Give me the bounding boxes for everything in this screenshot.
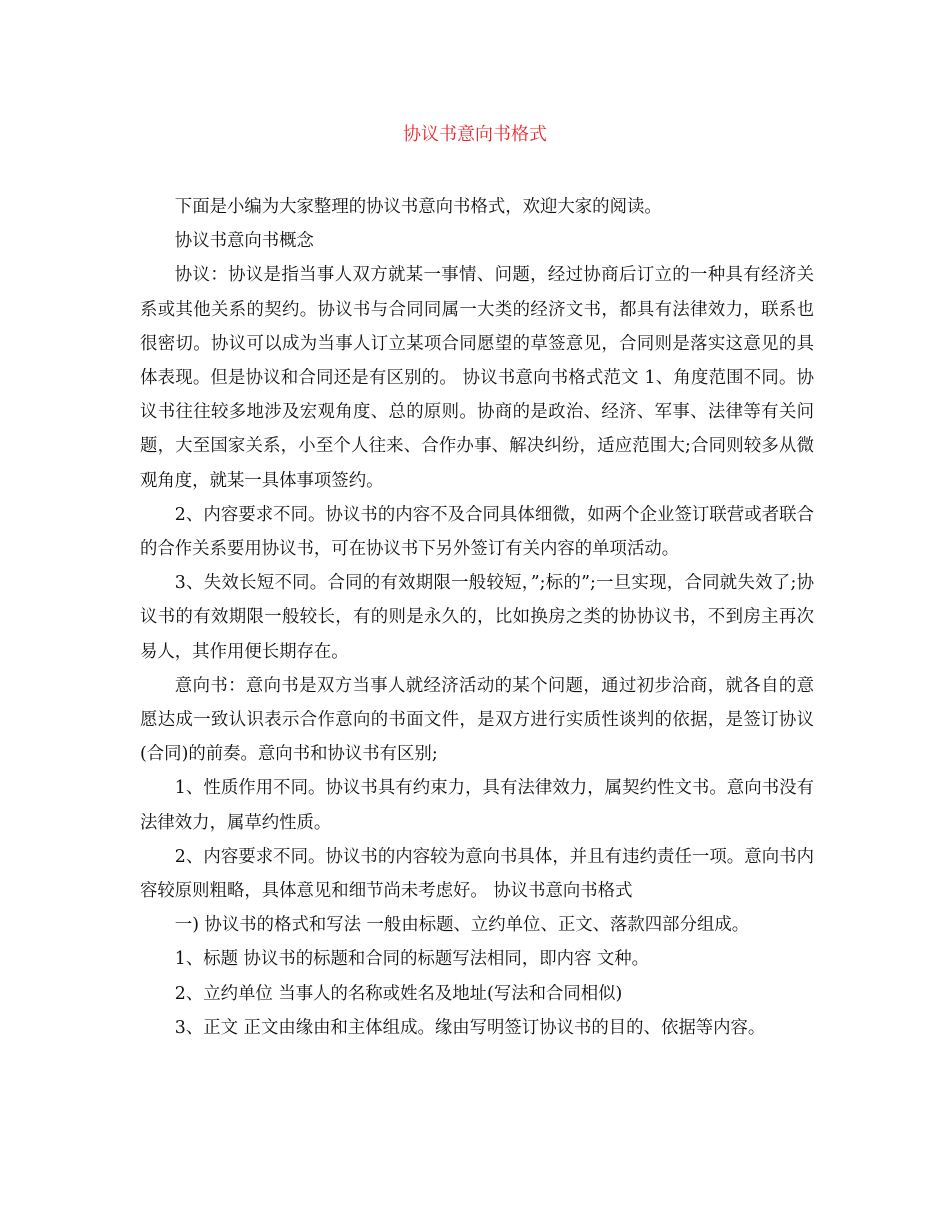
- paragraph-agreement-definition: 协议：协议是指当事人双方就某一事情、问题，经过协商后订立的一种具有经济关系或其他关系的契约。协议书与合同同属一大类的经济文书，都具有法律效力，联系也很密切。协议可以成为当事人订立某项合同愿望的草签意见，合同则是落实这意见的具体表现。但是协议和合同还是有区别的。 协议书意向书格式范文 1、角度范围不同。协议书往往较多地涉及宏观角度、总的原则。协商的是政治、经济、军事、法律等有关问题，大至国家关系，小至个人往来、合作办事、解决纠纷，适应范围大;合同则较多从微观角度，就某一具体事项签约。: [140, 265, 814, 491]
- paragraph-nature-function: 1、性质作用不同。协议书具有约束力，具有法律效力，属契约性文书。意向书没有法律效力，属草约性质。: [140, 778, 814, 833]
- paragraph-validity-period: 3、失效长短不同。合同的有效期限一般较短，”;标的”;一旦实现，合同就失效了;协议书的有效期限一般较长，有的则是永久的，比如换房之类的协协议书，不到房主再次易人，其作用便长期存在。: [140, 573, 814, 662]
- document-body: [140, 190, 814, 1045]
- paragraph-title-section: 1、标题 协议书的标题和合同的标题写法相同，即内容 文种。: [174, 949, 650, 970]
- paragraph-parties-section: 2、立约单位 当事人的名称或姓名及地址(写法和合同相似): [174, 983, 623, 1004]
- paragraph-content-requirement: 2、内容要求不同。协议书的内容不及合同具体细微，如两个企业签订联营或者联合的合作关系要用协议书，可在协议书下另外签订有关内容的单项活动。: [140, 504, 814, 560]
- document-title: 协议书意向书格式: [403, 124, 547, 145]
- paragraph-intro: 下面是小编为大家整理的协议书意向书格式，欢迎大家的阅读。: [174, 197, 662, 217]
- paragraph-concept-heading: 协议书意向书概念: [174, 231, 314, 252]
- paragraph-letter-of-intent-definition: 意向书：意向书是双方当事人就经济活动的某个问题，通过初步洽商，就各自的意愿达成一致认识表示合作意向的书面文件，是双方进行实质性谈判的依据，是签订协议(合同)的前奏。意向书和协议书有区别;: [140, 675, 814, 765]
- paragraph-body-section: 3、正文 正文由缘由和主体组成。缘由写明签订协议书的目的、依据等内容。: [174, 1017, 766, 1038]
- paragraph-content-difference: 2、内容要求不同。协议书的内容较为意向书具体，并且有违约责任一项。意向书内容较原则粗略，具体意见和细节尚未考虑好。 协议书意向书格式: [140, 846, 814, 902]
- paragraph-format-overview: 一) 协议书的格式和写法 一般由标题、立约单位、正文、落款四部分组成。: [174, 915, 750, 936]
